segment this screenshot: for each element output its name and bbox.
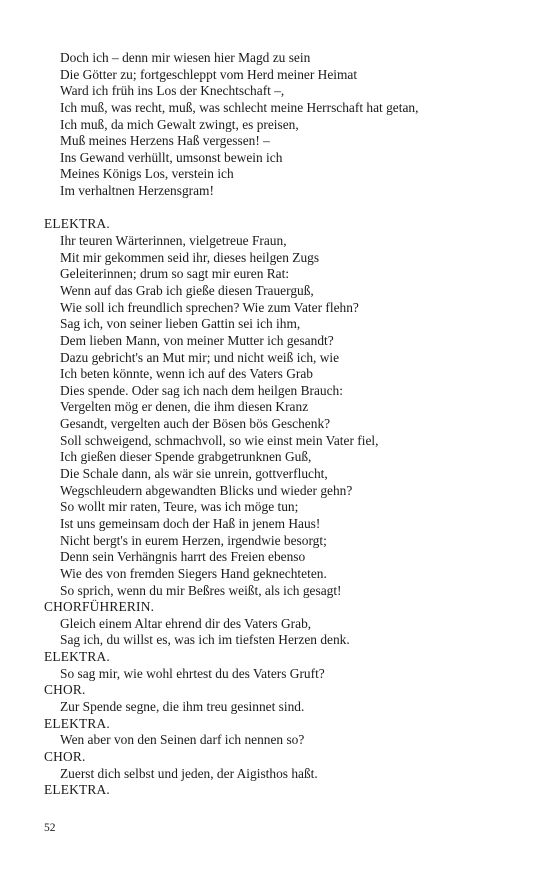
- verse-line: Muß meines Herzens Haß vergessen! –: [60, 133, 270, 149]
- speech-chor: [44, 699, 534, 716]
- verse-line: Dazu gebricht's an Mut mir; und nicht weiß ich, wie: [60, 349, 340, 365]
- speech-elektra: [44, 732, 534, 749]
- verse-line: Meines Königs Los, verstein ich: [60, 166, 234, 182]
- verse-line: Doch ich – denn mir wiesen hier Magd zu sein: [60, 50, 311, 65]
- verse-line: Ich muß, da mich Gewalt zwingt, es preisen,: [60, 116, 299, 132]
- verse-line: So sprich, wenn du mir Beßres weißt, als ich gesagt!: [60, 582, 342, 598]
- speaker-name-elektra: ELEKTRA.: [44, 649, 110, 665]
- drama-text: [44, 50, 534, 799]
- verse-line: Soll schweigend, schmachvoll, so wie einst mein Vater fiel,: [60, 432, 379, 448]
- verse-line: Ihr teuren Wärterinnen, vielgetreue Fraun,: [60, 233, 287, 249]
- verse-line: Ward ich früh ins Los der Knechtschaft –,: [60, 83, 285, 99]
- verse-line: Die Götter zu; fortgeschleppt vom Herd meiner Heimat: [60, 66, 358, 82]
- speaker-name-chorfuehrerin: CHORFÜHRERIN.: [44, 599, 155, 615]
- verse-line: Denn sein Verhängnis harrt des Freien ebenso: [60, 549, 306, 565]
- verse-line: Ins Gewand verhüllt, umsonst bewein ich: [60, 149, 283, 165]
- verse-line: Gesandt, vergelten auch der Bösen bös Geschenk?: [60, 416, 331, 432]
- speaker-name-chor: CHOR.: [44, 682, 86, 698]
- verse-line: Gleich einem Altar ehrend dir des Vaters Grab,: [60, 615, 312, 631]
- verse-line: Dem lieben Mann, von meiner Mutter ich gesandt?: [60, 332, 334, 348]
- speaker-name-elektra: ELEKTRA.: [44, 715, 110, 731]
- verse-line: So wollt mir raten, Teure, was ich möge tun;: [60, 499, 299, 515]
- speech-chor: [44, 766, 534, 783]
- verse-line: Dies spende. Oder sag ich nach dem heilgen Brauch:: [60, 382, 343, 398]
- page-number: 52: [44, 822, 56, 834]
- verse-line: Die Schale dann, als wär sie unrein, gottverflucht,: [60, 466, 328, 482]
- verse-line: Sag ich, von seiner lieben Gattin sei ich ihm,: [60, 316, 301, 332]
- verse-line: Wen aber von den Seinen darf ich nennen so?: [60, 732, 305, 748]
- verse-line: Im verhaltnen Herzensgram!: [60, 183, 214, 199]
- speech-elektra: [44, 233, 534, 599]
- speaker-name-elektra: ELEKTRA.: [44, 216, 110, 232]
- speech-elektra: [44, 666, 534, 683]
- speech-chorfuehrerin: [44, 616, 534, 649]
- verse-line: Mit mir gekommen seid ihr, dieses heilgen Zugs: [60, 249, 320, 265]
- verse-line: Zur Spende segne, die ihm treu gesinnet sind.: [60, 698, 305, 714]
- verse-line: Ist uns gemeinsam doch der Haß in jenem Haus!: [60, 515, 321, 531]
- speaker-name-chor: CHOR.: [44, 748, 86, 764]
- verse-line: Wie soll ich freundlich sprechen? Wie zum Vater flehn?: [60, 299, 359, 315]
- verse-line: Nicht bergt's in eurem Herzen, irgendwie besorgt;: [60, 532, 327, 548]
- verse-line: Wegschleudern abgewandten Blicks und wieder gehn?: [60, 482, 353, 498]
- verse-line: Zuerst dich selbst und jeden, der Aigisthos haßt.: [60, 765, 318, 781]
- verse-line: Wenn auf das Grab ich gieße diesen Trauerguß,: [60, 282, 314, 298]
- verse-line: So sag mir, wie wohl ehrtest du des Vaters Gruft?: [60, 665, 325, 681]
- verse-line: Ich beten könnte, wenn ich auf des Vaters Grab: [60, 366, 313, 382]
- verse-line: Sag ich, du willst es, was ich im tiefsten Herzen denk.: [60, 632, 350, 648]
- stanza-gap: [44, 200, 534, 217]
- verse-line: Vergelten mög er denen, die ihm diesen Kranz: [60, 399, 309, 415]
- speaker-name-elektra: ELEKTRA.: [44, 782, 110, 798]
- choral-stanza: [44, 50, 534, 200]
- verse-line: Ich gießen dieser Spende grabgetrunknen Guß,: [60, 449, 312, 465]
- verse-line: Wie des von fremden Siegers Hand geknechteten.: [60, 565, 327, 581]
- verse-line: Geleiterinnen; drum so sagt mir euren Rat:: [60, 266, 290, 282]
- verse-line: Ich muß, was recht, muß, was schlecht meine Herrschaft hat getan,: [60, 99, 419, 115]
